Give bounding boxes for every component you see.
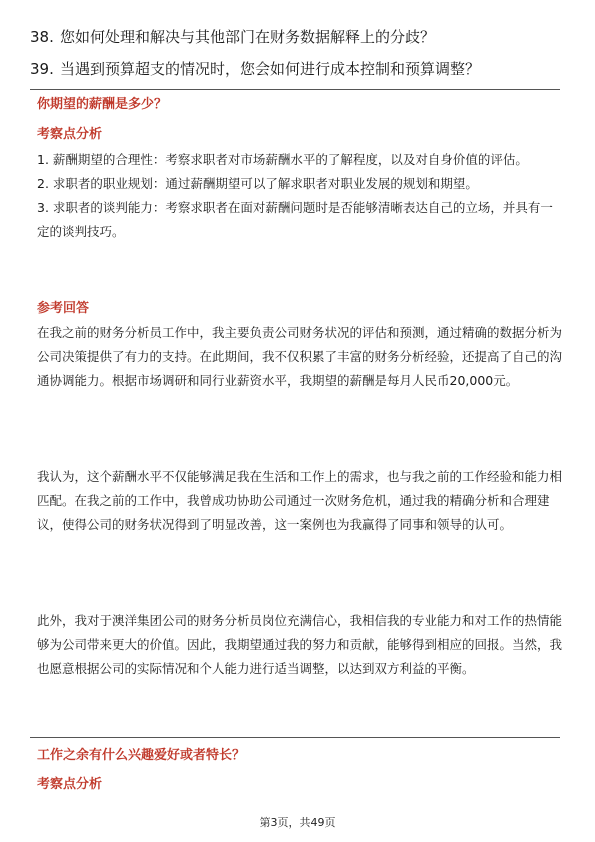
section-divider: [30, 737, 560, 738]
analysis-point: 2. 求职者的职业规划：通过薪酬期望可以了解求职者对职业发展的规划和期望。: [37, 176, 478, 191]
analysis-heading: 考察点分析: [37, 127, 103, 142]
question-text: 当遇到预算超支的情况时，您会如何进行成本控制和预算调整？: [60, 60, 481, 78]
answer-paragraph: [37, 465, 562, 537]
question-text: 您如何处理和解决与其他部门在财务数据解释上的分歧？: [60, 28, 436, 46]
question-number: 38.: [30, 28, 54, 46]
question-number: 39.: [30, 60, 54, 78]
analysis-points: [37, 148, 562, 244]
question-38: [30, 26, 570, 48]
answer-paragraph-text: 此外，我对于澳洋集团公司的财务分析员岗位充满信心，我相信我的专业能力和对工作的热情能够为公司带来更大的价值。因此，我期望通过我的努力和贡献，能够得到相应的回报。当然，我也愿意根据公司的实际情况和个人能力进行适当调整，以达到双方利益的平衡。: [37, 613, 563, 676]
analysis-heading: 考察点分析: [37, 777, 103, 792]
analysis-point: 1. 薪酬期望的合理性：考察求职者对市场薪酬水平的了解程度，以及对自身价值的评估。: [37, 152, 528, 167]
answer-heading: 参考回答: [37, 301, 90, 316]
answer-paragraph-text: 在我之前的财务分析员工作中，我主要负责公司财务状况的评估和预测，通过精确的数据分析为公司决策提供了有力的支持。在此期间，我不仅积累了丰富的财务分析经验，还提高了自己的沟通协调能力。根据市场调研和同行业薪资水平，我期望的薪酬是每月人民币20,000元。: [37, 325, 563, 388]
question-39: [30, 58, 570, 80]
answer-paragraph: [37, 609, 562, 681]
answer-paragraph: [37, 321, 562, 393]
page-number: 第3页，共49页: [259, 816, 336, 829]
analysis-point: 3. 求职者的谈判能力：考察求职者在面对薪酬问题时是否能够清晰表达自己的立场，并具有一定的谈判技巧。: [37, 200, 553, 239]
section-title: 你期望的薪酬是多少？: [37, 97, 168, 112]
section-title: 工作之余有什么兴趣爱好或者特长？: [37, 748, 246, 763]
answer-paragraph-text: 我认为，这个薪酬水平不仅能够满足我在生活和工作上的需求，也与我之前的工作经验和能力相匹配。在我之前的工作中，我曾成功协助公司通过一次财务危机，通过我的精确分析和合理建议，使得公司的财务状况得到了明显改善，这一案例也为我赢得了同事和领导的认可。: [37, 469, 563, 532]
section-divider: [30, 89, 560, 90]
